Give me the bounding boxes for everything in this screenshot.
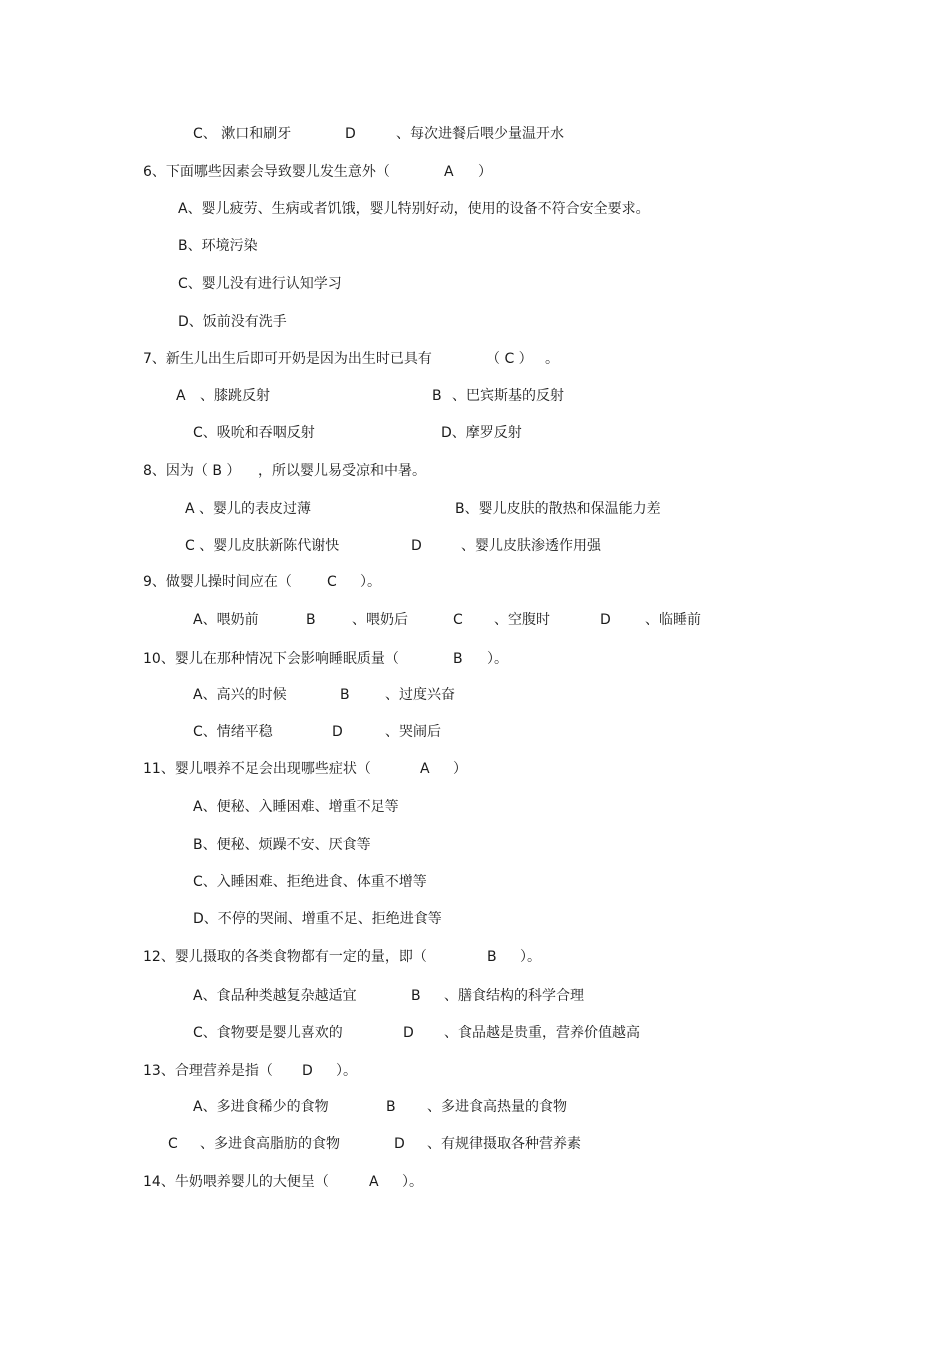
option-letter: D [403, 1025, 414, 1041]
option-text: 、膝跳反射 [200, 388, 270, 404]
option-letter: D [600, 612, 611, 628]
answer-letter: C [327, 574, 337, 590]
option-letter: D [332, 724, 343, 740]
question-text: 12、婴儿摄取的各类食物都有一定的量，即（ [143, 949, 427, 965]
option-letter: B [306, 612, 316, 628]
option-letter: D [345, 126, 356, 142]
option-text: 、巴宾斯基的反射 [452, 388, 564, 404]
question-text: ） [478, 164, 492, 180]
answer-letter: B [487, 949, 497, 965]
answer-letter: D [302, 1063, 313, 1079]
answer-letter: A [369, 1174, 379, 1190]
question-text: ，所以婴儿易受凉和中暑。 [258, 463, 426, 479]
option-text: A、多进食稀少的食物 [193, 1099, 329, 1115]
question-text: ）。 [336, 1063, 357, 1079]
question-text: ）。 [402, 1174, 423, 1190]
option-text: 、多进食高脂肪的食物 [200, 1136, 340, 1152]
option-text: D、饭前没有洗手 [178, 314, 287, 330]
option-text: C、 漱口和刷牙 [193, 126, 292, 142]
question-text: 13、合理营养是指（ [143, 1063, 273, 1079]
option-text: C、婴儿没有进行认知学习 [178, 276, 342, 292]
option-text: D、不停的哭闹、增重不足、拒绝进食等 [193, 911, 442, 927]
option-text: C、吸吮和吞咽反射 [193, 425, 315, 441]
question-text: 11、婴儿喂养不足会出现哪些症状（ [143, 761, 371, 777]
option-letter: C [168, 1136, 178, 1152]
option-text: D、摩罗反射 [441, 425, 522, 441]
option-text: 、婴儿皮肤渗透作用强 [461, 538, 601, 554]
option-letter: B [411, 988, 421, 1004]
answer-letter: A [444, 164, 454, 180]
option-letter: A [176, 388, 186, 404]
option-text: 、空腹时 [494, 612, 550, 628]
option-text: B、便秘、烦躁不安、厌食等 [193, 837, 371, 853]
answer-letter: A [420, 761, 430, 777]
option-text: A、高兴的时候 [193, 687, 287, 703]
option-text: B、婴儿皮肤的散热和保温能力差 [455, 501, 661, 517]
option-text: A、食品种类越复杂越适宜 [193, 988, 357, 1004]
option-text: 、有规律摄取各种营养素 [427, 1136, 581, 1152]
option-letter: B [432, 388, 442, 404]
question-text: 8、因为（ B ） [143, 463, 241, 479]
option-letter: D [394, 1136, 405, 1152]
option-text: A 、婴儿的表皮过薄 [185, 501, 312, 517]
option-text: 、每次进餐后喂少量温开水 [396, 126, 564, 142]
option-text: C、情绪平稳 [193, 724, 273, 740]
question-text: ）。 [487, 651, 508, 667]
option-text: A、便秘、入睡困难、增重不足等 [193, 799, 399, 815]
option-text: 、食品越是贵重，营养价值越高 [444, 1025, 640, 1041]
question-text: 10、婴儿在那种情况下会影响睡眠质量（ [143, 651, 399, 667]
question-text: ）。 [520, 949, 541, 965]
option-text: 、过度兴奋 [385, 687, 455, 703]
question-text: 7、新生儿出生后即可开奶是因为出生时已具有 [143, 351, 432, 367]
option-text: 、多进食高热量的食物 [427, 1099, 567, 1115]
option-letter: C [453, 612, 463, 628]
answer-letter: （ C ） [486, 351, 533, 367]
option-text: C、入睡困难、拒绝进食、体重不增等 [193, 874, 427, 890]
option-letter: B [340, 687, 350, 703]
answer-letter: B [453, 651, 463, 667]
question-text: 。 [545, 351, 559, 367]
question-text: ）。 [360, 574, 381, 590]
option-letter: B [386, 1099, 396, 1115]
option-text: 、喂奶后 [352, 612, 408, 628]
question-text: 14、牛奶喂养婴儿的大便呈（ [143, 1174, 329, 1190]
option-text: 、哭闹后 [385, 724, 441, 740]
option-text: 、膳食结构的科学合理 [444, 988, 584, 1004]
question-text: 6、下面哪些因素会导致婴儿发生意外（ [143, 164, 390, 180]
option-text: B、环境污染 [178, 238, 258, 254]
option-text: A、喂奶前 [193, 612, 259, 628]
option-text: A、婴儿疲劳、生病或者饥饿，婴儿特别好动，使用的设备不符合安全要求。 [178, 201, 650, 217]
question-text: 9、做婴儿操时间应在（ [143, 574, 292, 590]
question-text: ） [453, 761, 467, 777]
option-letter: D [411, 538, 422, 554]
option-text: C 、婴儿皮肤新陈代谢快 [185, 538, 340, 554]
option-text: C、食物要是婴儿喜欢的 [193, 1025, 343, 1041]
option-text: 、临睡前 [645, 612, 701, 628]
